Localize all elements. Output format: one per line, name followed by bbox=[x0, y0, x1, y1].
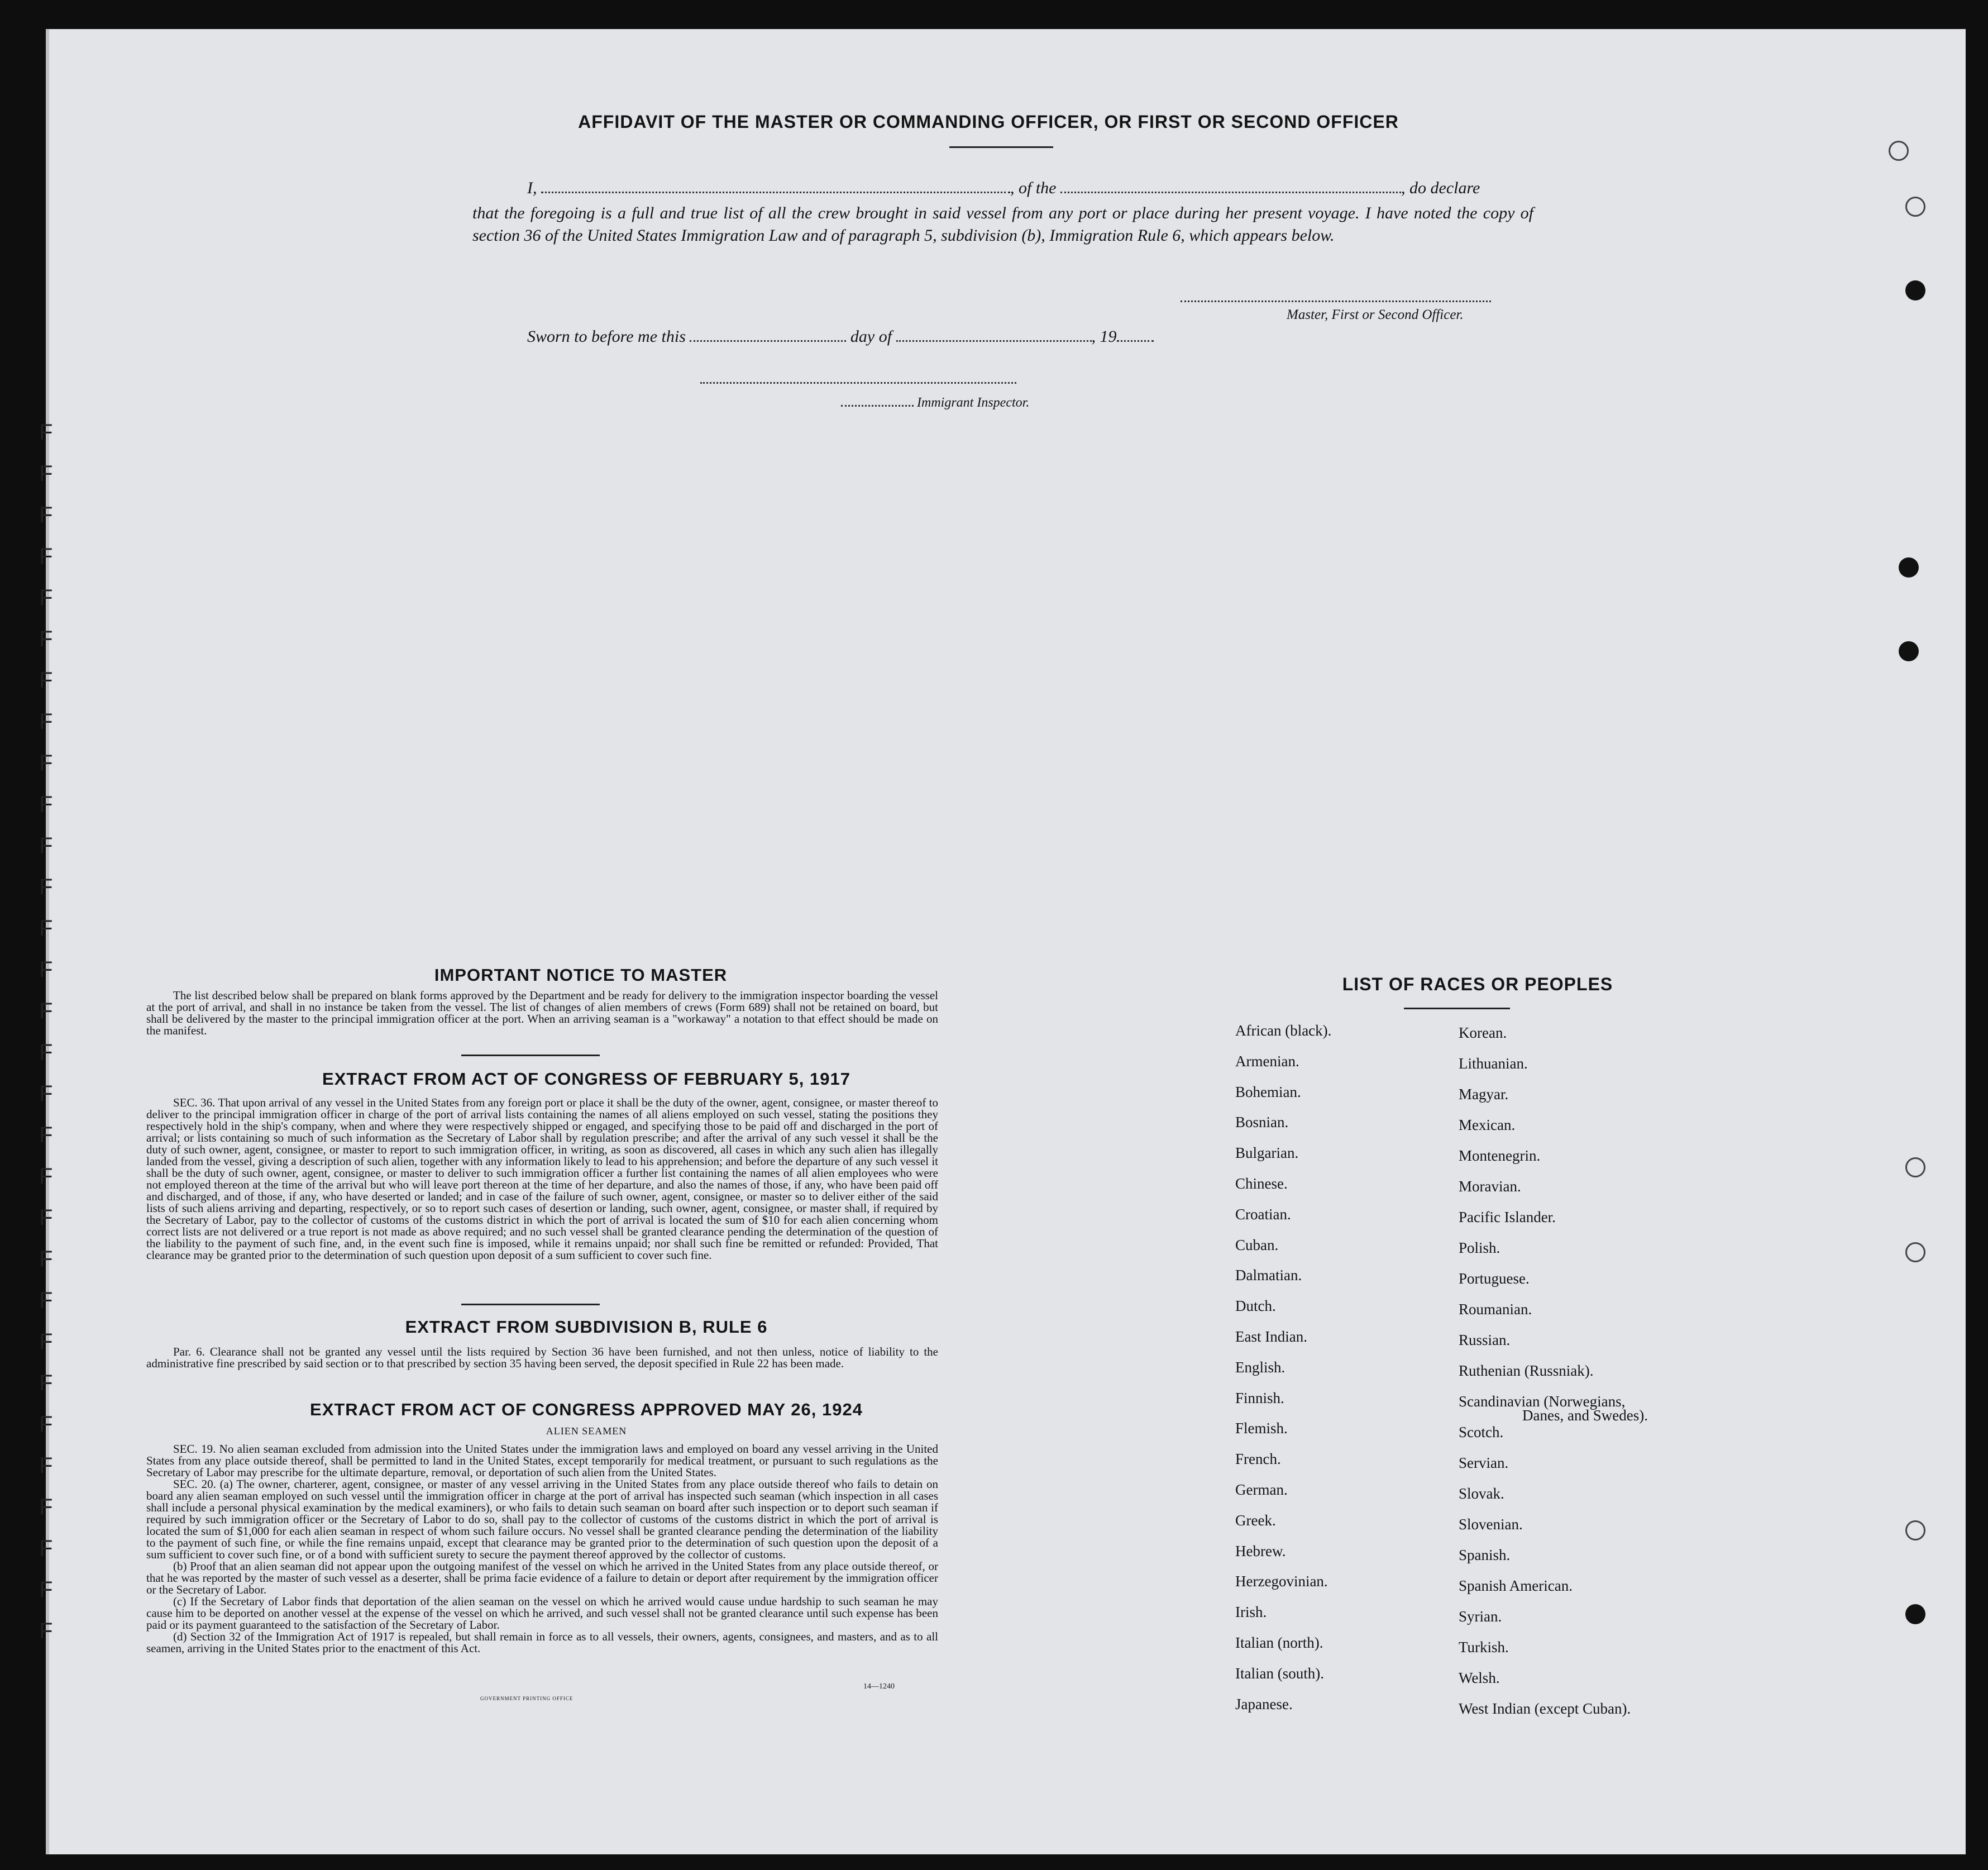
margin-mark: F bbox=[39, 875, 53, 899]
race-item: Slovenian. bbox=[1459, 1516, 1523, 1533]
margin-mark: F bbox=[39, 792, 53, 817]
race-item: Polish. bbox=[1459, 1239, 1500, 1256]
margin-mark: F bbox=[39, 957, 53, 982]
race-item: French. bbox=[1235, 1451, 1281, 1468]
extract-1924-text bbox=[146, 1443, 938, 1654]
punch-hole-icon bbox=[1905, 280, 1925, 300]
inspector-line bbox=[841, 395, 1029, 411]
race-item: Mexican. bbox=[1459, 1117, 1516, 1133]
margin-mark: F bbox=[39, 751, 53, 775]
race-item: Armenian. bbox=[1235, 1052, 1299, 1070]
sworn-text: Sworn to before me this bbox=[527, 327, 686, 346]
punch-hole-icon bbox=[1899, 557, 1919, 578]
affidavit-title: AFFIDAVIT OF THE MASTER OR COMMANDING OFFICER, OR FIRST OR SECOND OFFICER bbox=[578, 112, 1399, 132]
punch-hole-icon bbox=[1889, 141, 1909, 161]
inspector-signature-blank[interactable] bbox=[700, 382, 1016, 384]
margin-mark: F bbox=[39, 668, 53, 693]
margin-mark: F bbox=[39, 420, 53, 445]
extract-rule6-text bbox=[146, 1346, 938, 1370]
affidavit-body: that the foregoing is a full and true list of all the crew brought in said vessel from any port or place during her present voyage. I have noted the copy of section 36 of the United States Immigration Law and of paragraph 5, subdivision (b), Immigration Rule 6, which appears below. bbox=[472, 204, 1533, 245]
race-item: Syrian. bbox=[1459, 1608, 1502, 1625]
margin-mark: F bbox=[39, 503, 53, 527]
race-item: Spanish American. bbox=[1459, 1577, 1573, 1594]
race-item: Bosnian. bbox=[1235, 1114, 1289, 1131]
race-item: Magyar. bbox=[1459, 1086, 1509, 1103]
notice-paragraph: The list described below shall be prepared on blank forms approved by the Department and be ready for delivery to the immigration inspector boarding the vessel at the port of arrival, and shall in no instance be taken from the vessel. The list of changes of alien members of crews (Form 689) shall not be retained on board, but shall be delivered by the master to the principal immigration officer at the port. When an arriving seaman is a "workaway" a notation to that effect should be made on the manifest. bbox=[146, 989, 938, 1037]
race-item: Montenegrin. bbox=[1459, 1147, 1541, 1164]
race-item: Finnish. bbox=[1235, 1389, 1284, 1406]
year-text: , 19 bbox=[1091, 327, 1117, 346]
inspector-leader bbox=[841, 405, 914, 407]
race-item: Flemish. bbox=[1235, 1420, 1288, 1437]
race-item: Pacific Islander. bbox=[1459, 1209, 1556, 1225]
race-item: Moravian. bbox=[1459, 1178, 1521, 1195]
margin-mark: F bbox=[39, 1164, 53, 1189]
margin-mark: F bbox=[39, 1205, 53, 1230]
extract-1924-title: EXTRACT FROM ACT OF CONGRESS APPROVED MAY 26, 1924 bbox=[310, 1400, 863, 1419]
race-item: Irish. bbox=[1235, 1604, 1267, 1621]
notice-text bbox=[146, 990, 938, 1037]
race-item: Greek. bbox=[1235, 1511, 1276, 1529]
affidavit-of-the: , of the bbox=[1010, 179, 1057, 197]
race-item: Scotch. bbox=[1459, 1424, 1504, 1440]
race-item: Japanese. bbox=[1235, 1695, 1293, 1712]
race-item: Lithuanian. bbox=[1459, 1055, 1528, 1072]
margin-mark: F bbox=[39, 1040, 53, 1065]
race-item: Turkish. bbox=[1459, 1639, 1509, 1656]
punch-hole-icon bbox=[1899, 641, 1919, 661]
race-item: German. bbox=[1235, 1481, 1288, 1498]
section-20c-paragraph: (c) If the Secretary of Labor finds that deportation of the alien seaman on the vessel on which he arrived would cause undue hardship to such seaman he may cause him to be deported on another vessel at the expense of the vessel on which he arrived, and such vessel shall not be granted clearance until such expense has been paid or its payment guaranteed to the satisfaction of the Secretary of Labor. bbox=[146, 1595, 938, 1632]
master-signature-blank[interactable] bbox=[1181, 300, 1491, 302]
extract-1917-text bbox=[146, 1097, 938, 1261]
race-item: English. bbox=[1235, 1358, 1285, 1376]
section-20d-paragraph: (d) Section 32 of the Immigration Act of 1917 is repealed, but shall remain in force as to all vessels, their owners, agents, consignees, and masters, and as to all seamen, arriving in the United States prior to the enactment of this Act. bbox=[146, 1630, 938, 1655]
affidavit-i: I, bbox=[527, 179, 537, 197]
race-item: Roumanian. bbox=[1459, 1301, 1532, 1318]
margin-mark: F bbox=[39, 709, 53, 734]
race-item: Dalmatian. bbox=[1235, 1267, 1302, 1284]
race-item: Portuguese. bbox=[1459, 1270, 1530, 1287]
inspector-label: Immigrant Inspector. bbox=[917, 395, 1030, 410]
race-item: Bohemian. bbox=[1235, 1083, 1301, 1100]
margin-mark: F bbox=[39, 1577, 53, 1602]
margin-mark: F bbox=[39, 1619, 53, 1643]
margin-mark: F bbox=[39, 1329, 53, 1354]
race-item: Servian. bbox=[1459, 1454, 1509, 1471]
punch-hole-icon bbox=[1905, 1520, 1925, 1540]
race-item: Herzegovinian. bbox=[1235, 1573, 1328, 1590]
margin-mark: F bbox=[39, 461, 53, 486]
margin-mark: F bbox=[39, 833, 53, 858]
race-item: Danes, and Swedes). bbox=[1522, 1407, 1648, 1424]
margin-mark: F bbox=[39, 916, 53, 941]
affidavit-line-1 bbox=[527, 179, 1480, 198]
race-item: Slovak. bbox=[1459, 1485, 1504, 1502]
race-item: West Indian (except Cuban). bbox=[1459, 1700, 1631, 1717]
master-label: Master, First or Second Officer. bbox=[1287, 307, 1464, 322]
punch-hole-icon bbox=[1905, 197, 1925, 217]
divider bbox=[949, 146, 1053, 148]
margin-mark: F bbox=[39, 1371, 53, 1395]
extract-1917-title: EXTRACT FROM ACT OF CONGRESS OF FEBRUARY 5, 1917 bbox=[322, 1069, 850, 1089]
year-blank[interactable] bbox=[1117, 340, 1154, 342]
section-20b-paragraph: (b) Proof that an alien seaman did not appear upon the outgoing manifest of the vessel on which he arrived in the United States from any place outside thereof, or that he was reported by the master of such vessel as a deserter, shall be prima facie evidence of a failure to detain or deport after requirement by the immigration officer or the Secretary of Labor. bbox=[146, 1559, 938, 1596]
race-item: African (black). bbox=[1235, 1022, 1332, 1039]
margin-mark: F bbox=[39, 627, 53, 651]
race-item: Spanish. bbox=[1459, 1547, 1511, 1563]
margin-mark: F bbox=[39, 1288, 53, 1313]
race-item: Scandinavian (Norwegians, bbox=[1459, 1393, 1626, 1410]
printer-imprint: GOVERNMENT PRINTING OFFICE bbox=[480, 1696, 574, 1701]
margin-mark: F bbox=[39, 1081, 53, 1106]
sworn-line bbox=[527, 327, 1154, 346]
margin-mark: F bbox=[39, 544, 53, 569]
margin-mark: F bbox=[39, 1453, 53, 1478]
day-of-text: day of bbox=[850, 327, 892, 346]
margin-mark: F bbox=[39, 585, 53, 610]
margin-mark: F bbox=[39, 1412, 53, 1437]
margin-mark: F bbox=[39, 1536, 53, 1561]
form-number: 14—1240 bbox=[863, 1682, 895, 1691]
race-item: Bulgarian. bbox=[1235, 1144, 1299, 1162]
name-blank[interactable] bbox=[541, 192, 1010, 193]
race-item: Italian (north). bbox=[1235, 1634, 1323, 1651]
affidavit-declare: , do declare bbox=[1401, 179, 1480, 197]
day-blank[interactable] bbox=[690, 340, 846, 342]
race-item: Ruthenian (Russniak). bbox=[1459, 1362, 1594, 1379]
races-title: LIST OF RACES OR PEOPLES bbox=[1342, 974, 1613, 994]
race-item: East Indian. bbox=[1235, 1328, 1307, 1345]
punch-hole-icon bbox=[1905, 1157, 1925, 1177]
section-36-paragraph: SEC. 36. That upon arrival of any vessel in the United States from any foreign port or place it shall be the duty of the owner, agent, consignee, or master thereof to deliver to the principal immigration officer in charge of the port of arrival lists containing the names of all aliens employed on such vessel, stating the positions they respectively hold in the ship's company, when and where they were respectively shipped or engaged, and specifying those to be paid off and discharged in the port of arrival; or lists containing so much of such information as the Secretary of Labor shall by regulation prescribe; and after the arrival of any such vessel it shall be the duty of such owner, agent, consignee, or master to report to such immigration officer, in writing, as soon as discovered, all cases in which any such alien has illegally landed from the vessel, giving a description of such alien, together with any information likely to lead to his apprehension; and before the departure of any such vessel it shall be the duty of such owner, agent, consignee, or master to deliver to such immigration officer a further list containing the names of all alien employees who were not employed thereon at the time of the arrival but who will leave port thereon at the time of her departure, and also the names of those, if any, who have been paid off and discharged, and of those, if any, who have deserted or landed; and in case of the failure of such owner, agent, consignee, or master so to deliver either of the said lists of such aliens arriving and departing, respectively, or so to report such cases of desertion or landing, such owner, agent, consignee, or master shall, if required by the Secretary of Labor, pay to the collector of customs of the customs district in which the port of arrival is located the sum of $10 for each alien concerning whom correct lists are not delivered or a true report is not made as above required; and no such vessel shall be granted clearance pending the determination of the question of the liability to the payment of such fine, and, in the event such fine is imposed, while it remains unpaid; nor shall such fine be remitted or refunded: Provided, That clearance may be granted prior to the determination of such question upon deposit of a sum sufficient to cover such fine. bbox=[146, 1096, 938, 1262]
race-item: Welsh. bbox=[1459, 1669, 1500, 1686]
vessel-blank[interactable] bbox=[1060, 192, 1401, 193]
margin-mark: F bbox=[39, 999, 53, 1023]
punch-hole-icon bbox=[1905, 1242, 1925, 1262]
section-20a-paragraph: SEC. 20. (a) The owner, charterer, agent, consignee, or master of any vessel arriving in the United States from any place outside thereof who fails to detain on board any alien seaman employed on such vessel until the immigration officer in charge at the port of arrival has inspected such seaman (which inspection in all cases shall include a personal physical examination by the medical examiners), or who fails to detain such seaman on board after such inspection or to deport such seaman if required by such immigration officer or the Secretary of Labor to do so, shall pay to the collector of customs of the customs district in which the port of arrival is located the sum of $1,000 for each alien seaman in respect of whom such failure occurs. No vessel shall be granted clearance pending the determination of the liability to the payment of such fine, or while the fine remains unpaid, except that clearance may be granted prior to the determination of such question upon the deposit of a sum sufficient to cover such fine, or of a bond with sufficient surety to secure the payment thereof approved by the collector of customs. bbox=[146, 1477, 938, 1561]
divider bbox=[1404, 1008, 1510, 1009]
month-blank[interactable] bbox=[896, 340, 1092, 342]
notice-title: IMPORTANT NOTICE TO MASTER bbox=[434, 965, 728, 985]
alien-seamen-subtitle: ALIEN SEAMEN bbox=[546, 1425, 627, 1437]
margin-mark: F bbox=[39, 1247, 53, 1271]
rule6-paragraph: Par. 6. Clearance shall not be granted any vessel until the lists required by Section 36 have been furnished, and not then unless, notice of liability to the administrative fine prescribed by said section or to that prescribed by section 35 having been served, the deposit specified in Rule 22 has been made. bbox=[146, 1345, 938, 1370]
divider bbox=[461, 1055, 600, 1056]
race-item: Korean. bbox=[1459, 1024, 1507, 1041]
section-19-paragraph: SEC. 19. No alien seaman excluded from admission into the United States under the immigration laws and employed on board any vessel arriving in the United States from any place outside thereof, shall be permitted to land in the United States, except temporarily for medical treatment, or pursuant to such regulations as the Secretary of Labor may prescribe for the ultimate departure, removal, or deportation of such alien from the United States. bbox=[146, 1442, 938, 1479]
race-item: Hebrew. bbox=[1235, 1542, 1286, 1559]
race-item: Russian. bbox=[1459, 1332, 1511, 1348]
race-item: Croatian. bbox=[1235, 1205, 1291, 1223]
race-item: Cuban. bbox=[1235, 1236, 1279, 1253]
extract-rule6-title: EXTRACT FROM SUBDIVISION B, RULE 6 bbox=[405, 1317, 768, 1337]
race-item: Dutch. bbox=[1235, 1297, 1276, 1315]
margin-mark: F bbox=[39, 1123, 53, 1147]
race-item: Italian (south). bbox=[1235, 1664, 1324, 1682]
divider bbox=[461, 1304, 600, 1305]
punch-hole-icon bbox=[1905, 1604, 1925, 1624]
margin-mark: F bbox=[39, 1495, 53, 1519]
race-item: Chinese. bbox=[1235, 1175, 1288, 1192]
